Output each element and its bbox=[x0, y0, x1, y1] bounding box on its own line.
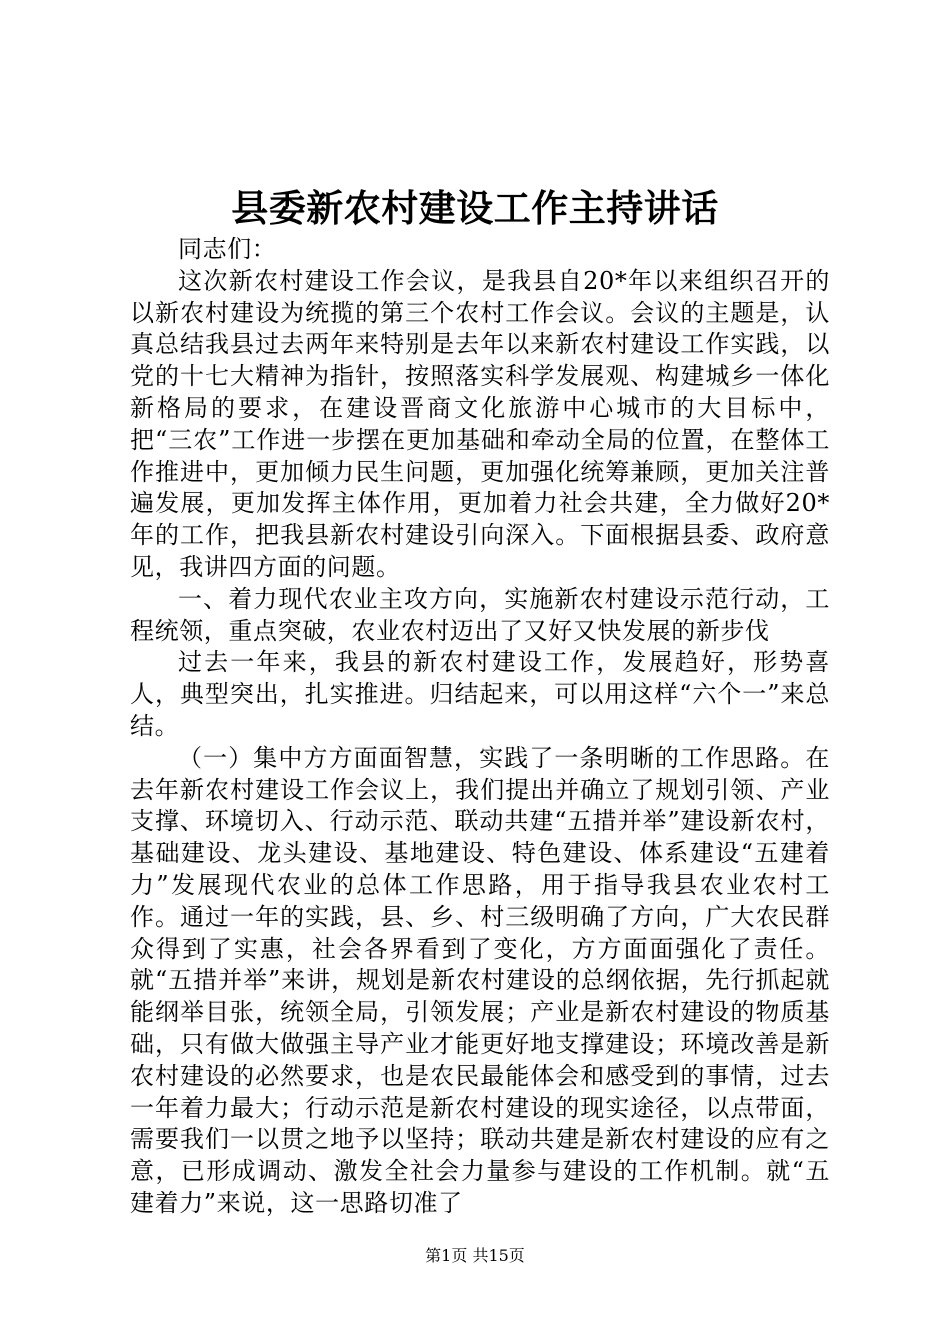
paragraph-summary: 过去一年来，我县的新农村建设工作，发展趋好，形势喜人，典型突出，扎实推进。归结起来，可以用这样“六个一”来总结。 bbox=[130, 648, 830, 740]
paragraph-subsection-one: （一）集中方方面面智慧，实践了一条明晰的工作思路。在去年新农村建设工作会议上，我们提出并确立了规划引领、产业支撑、环境切入、行动示范、联动共建“五措并举”建设新农村，基础建设、龙头建设、基地建设、特色建设、体系建设“五建着力”发展现代农业的总体工作思路，用于指导我县农业农村工作。通过一年的实践，县、乡、村三级明确了方向，广大农民群众得到了实惠，社会各界看到了变化，方方面面强化了责任。就“五措并举”来讲，规划是新农村建设的总纲依据，先行抓起就能纲举目张，统领全局，引领发展；产业是新农村建设的物质基础，只有做大做强主导产业才能更好地支撑建设；环境改善是新农村建设的必然要求，也是农民最能体会和感受到的事情，过去一年着力最大；行动示范是新农村建设的现实途径，以点带面，需要我们一以贯之地予以坚持；联动共建是新农村建设的应有之意，已形成调动、激发全社会力量参与建设的工作机制。就“五建着力”来说，这一思路切准了 bbox=[130, 743, 830, 1217]
section-heading-one: 一、着力现代农业主攻方向，实施新农村建设示范行动，工程统领，重点突破，农业农村迈出了又好又快发展的新步伐 bbox=[130, 584, 830, 645]
paragraph-intro: 这次新农村建设工作会议，是我县自20*年以来组织召开的以新农村建设为统揽的第三个农村工作会议。会议的主题是，认真总结我县过去两年来特别是去年以来新农村建设工作实践，以党的十七大精神为指针，按照落实科学发展观、构建城乡一体化新格局的要求，在建设晋商文化旅游中心城市的大目标中，把“三农”工作进一步摆在更加基础和牵动全局的位置，在整体工作推进中，更加倾力民生问题，更加强化统筹兼顾，更加关注普遍发展，更加发挥主体作用，更加着力社会共建，全力做好20*年的工作，把我县新农村建设引向深入。下面根据县委、政府意见，我讲四方面的问题。 bbox=[130, 266, 830, 581]
document-title: 县委新农村建设工作主持讲话 bbox=[231, 186, 719, 230]
document-body bbox=[130, 234, 830, 1220]
page-footer: 第1页 共15页 bbox=[425, 1246, 525, 1265]
paragraph-greeting: 同志们： bbox=[178, 235, 277, 263]
